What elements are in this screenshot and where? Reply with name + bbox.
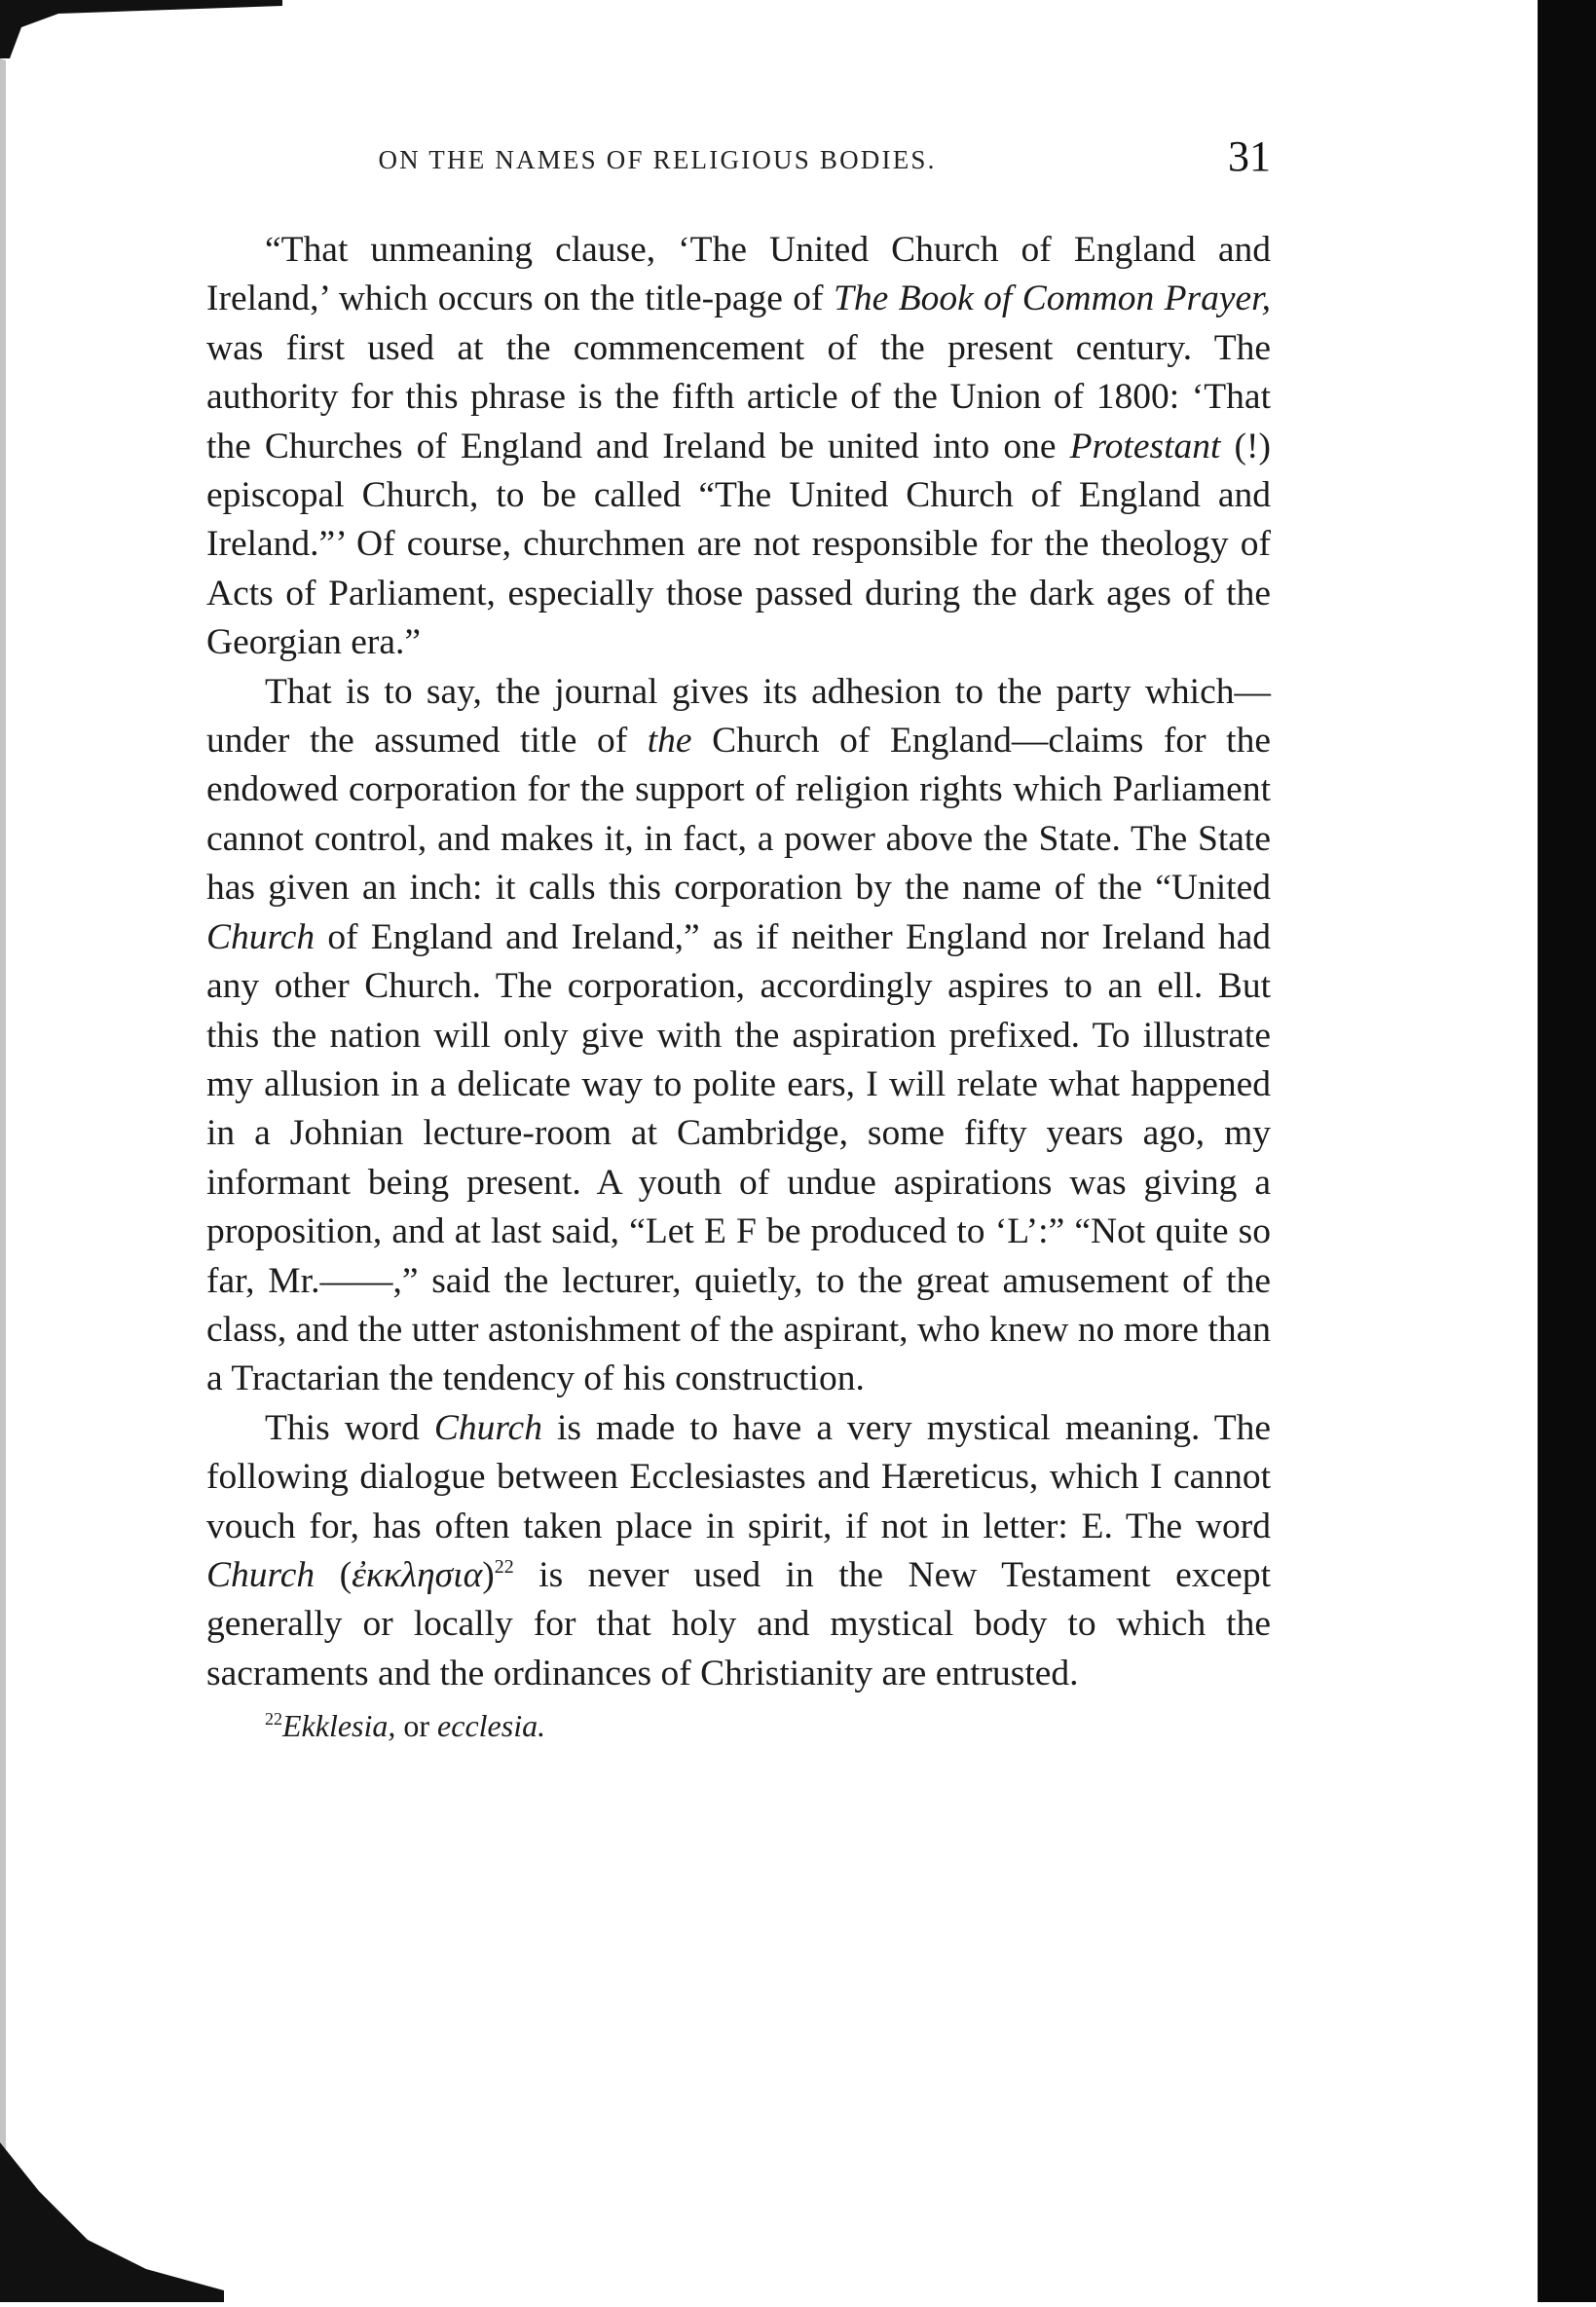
text-run: (!) episcopal Church, to be called “The United Church of England and Ireland.”’ Of course, churchmen are not responsible for the theology of Acts of Parliament, especially those passed during the dark ages of the Georgian era.”: [206, 426, 1271, 663]
footnote: [206, 1704, 1271, 1747]
running-head: [209, 131, 1271, 190]
text-run: is made to have a very mystical meaning. The following dialogue between Ecclesiastes and Hæreticus, which I cannot vouch for, has often taken place in spirit, if not in letter: E. The word: [206, 1407, 1271, 1546]
scan-border: [1538, 0, 1596, 2302]
text-run: That is to say, the journal gives its adhesion to the party which—under the assumed title of: [206, 671, 1271, 762]
body-text: [206, 226, 1271, 1747]
italic-text: The Book of Common Prayer,: [834, 279, 1271, 319]
footnote-reference: 22: [494, 1555, 514, 1578]
text-run: was first used at the commencement of the present century. The authority for this phrase is the fifth article of the Union of 1800: ‘That the Churches of England and Ireland be united into one: [206, 327, 1271, 466]
italic-text: Church: [206, 916, 315, 957]
running-title: ON THE NAMES OF RELIGIOUS BODIES.: [378, 145, 937, 174]
paragraph: [206, 668, 1271, 1404]
italic-text: Protestant: [1069, 426, 1221, 466]
italic-text: ἐκκλησια: [352, 1554, 483, 1595]
paragraph: [206, 226, 1271, 668]
footnote-term: Ekklesia,: [282, 1708, 396, 1744]
text-run: ): [482, 1554, 495, 1595]
page-number: 31: [1228, 132, 1271, 180]
footnote-variant: ecclesia.: [437, 1708, 546, 1744]
text-run: “That unmeaning clause, ‘The United Church of England and Ireland,’ which occurs on the title-page of: [206, 230, 1271, 319]
footnote-marker: 22: [265, 1709, 282, 1730]
footnote-connector: or: [403, 1708, 430, 1744]
text-run: (: [315, 1554, 353, 1595]
text-run: Church of England—claims for the endowed corporation for the support of religion rights which Parliament cannot control, and makes it, in fact, a power above the State. The State has given an inch: it calls this corporation by the name of the “United: [206, 721, 1271, 909]
paragraph: [206, 1404, 1271, 1698]
text-run: of England and Ireland,” as if neither England nor Ireland had any other Church. The corporation, accordingly aspires to an ell. But this the nation will only give with the aspiration prefixed. To illustrate my allusion in a delicate way to polite ears, I will relate what happened in a Johnian lecture-room at Cambridge, some fifty years ago, my informant being present. A youth of undue aspirations was giving a proposition, and at last said, “Let E F be produced to ‘L’:” “Not quite so far, Mr.——,” said the lecturer, quietly, to the great amusement of the class, and the utter astonishment of the aspirant, who knew no more than a Tractarian the tendency of his construction.: [206, 916, 1271, 1399]
italic-text: Church: [433, 1407, 542, 1448]
italic-text: Church: [206, 1554, 315, 1595]
text-run: is never used in the New Testament except generally or locally for that holy and mystical body to which the sacraments and the ordinances of Christianity are entrusted.: [206, 1554, 1271, 1693]
paragraphs: [206, 226, 1271, 1698]
italic-text: the: [647, 721, 692, 762]
text-run: This word: [265, 1407, 434, 1448]
